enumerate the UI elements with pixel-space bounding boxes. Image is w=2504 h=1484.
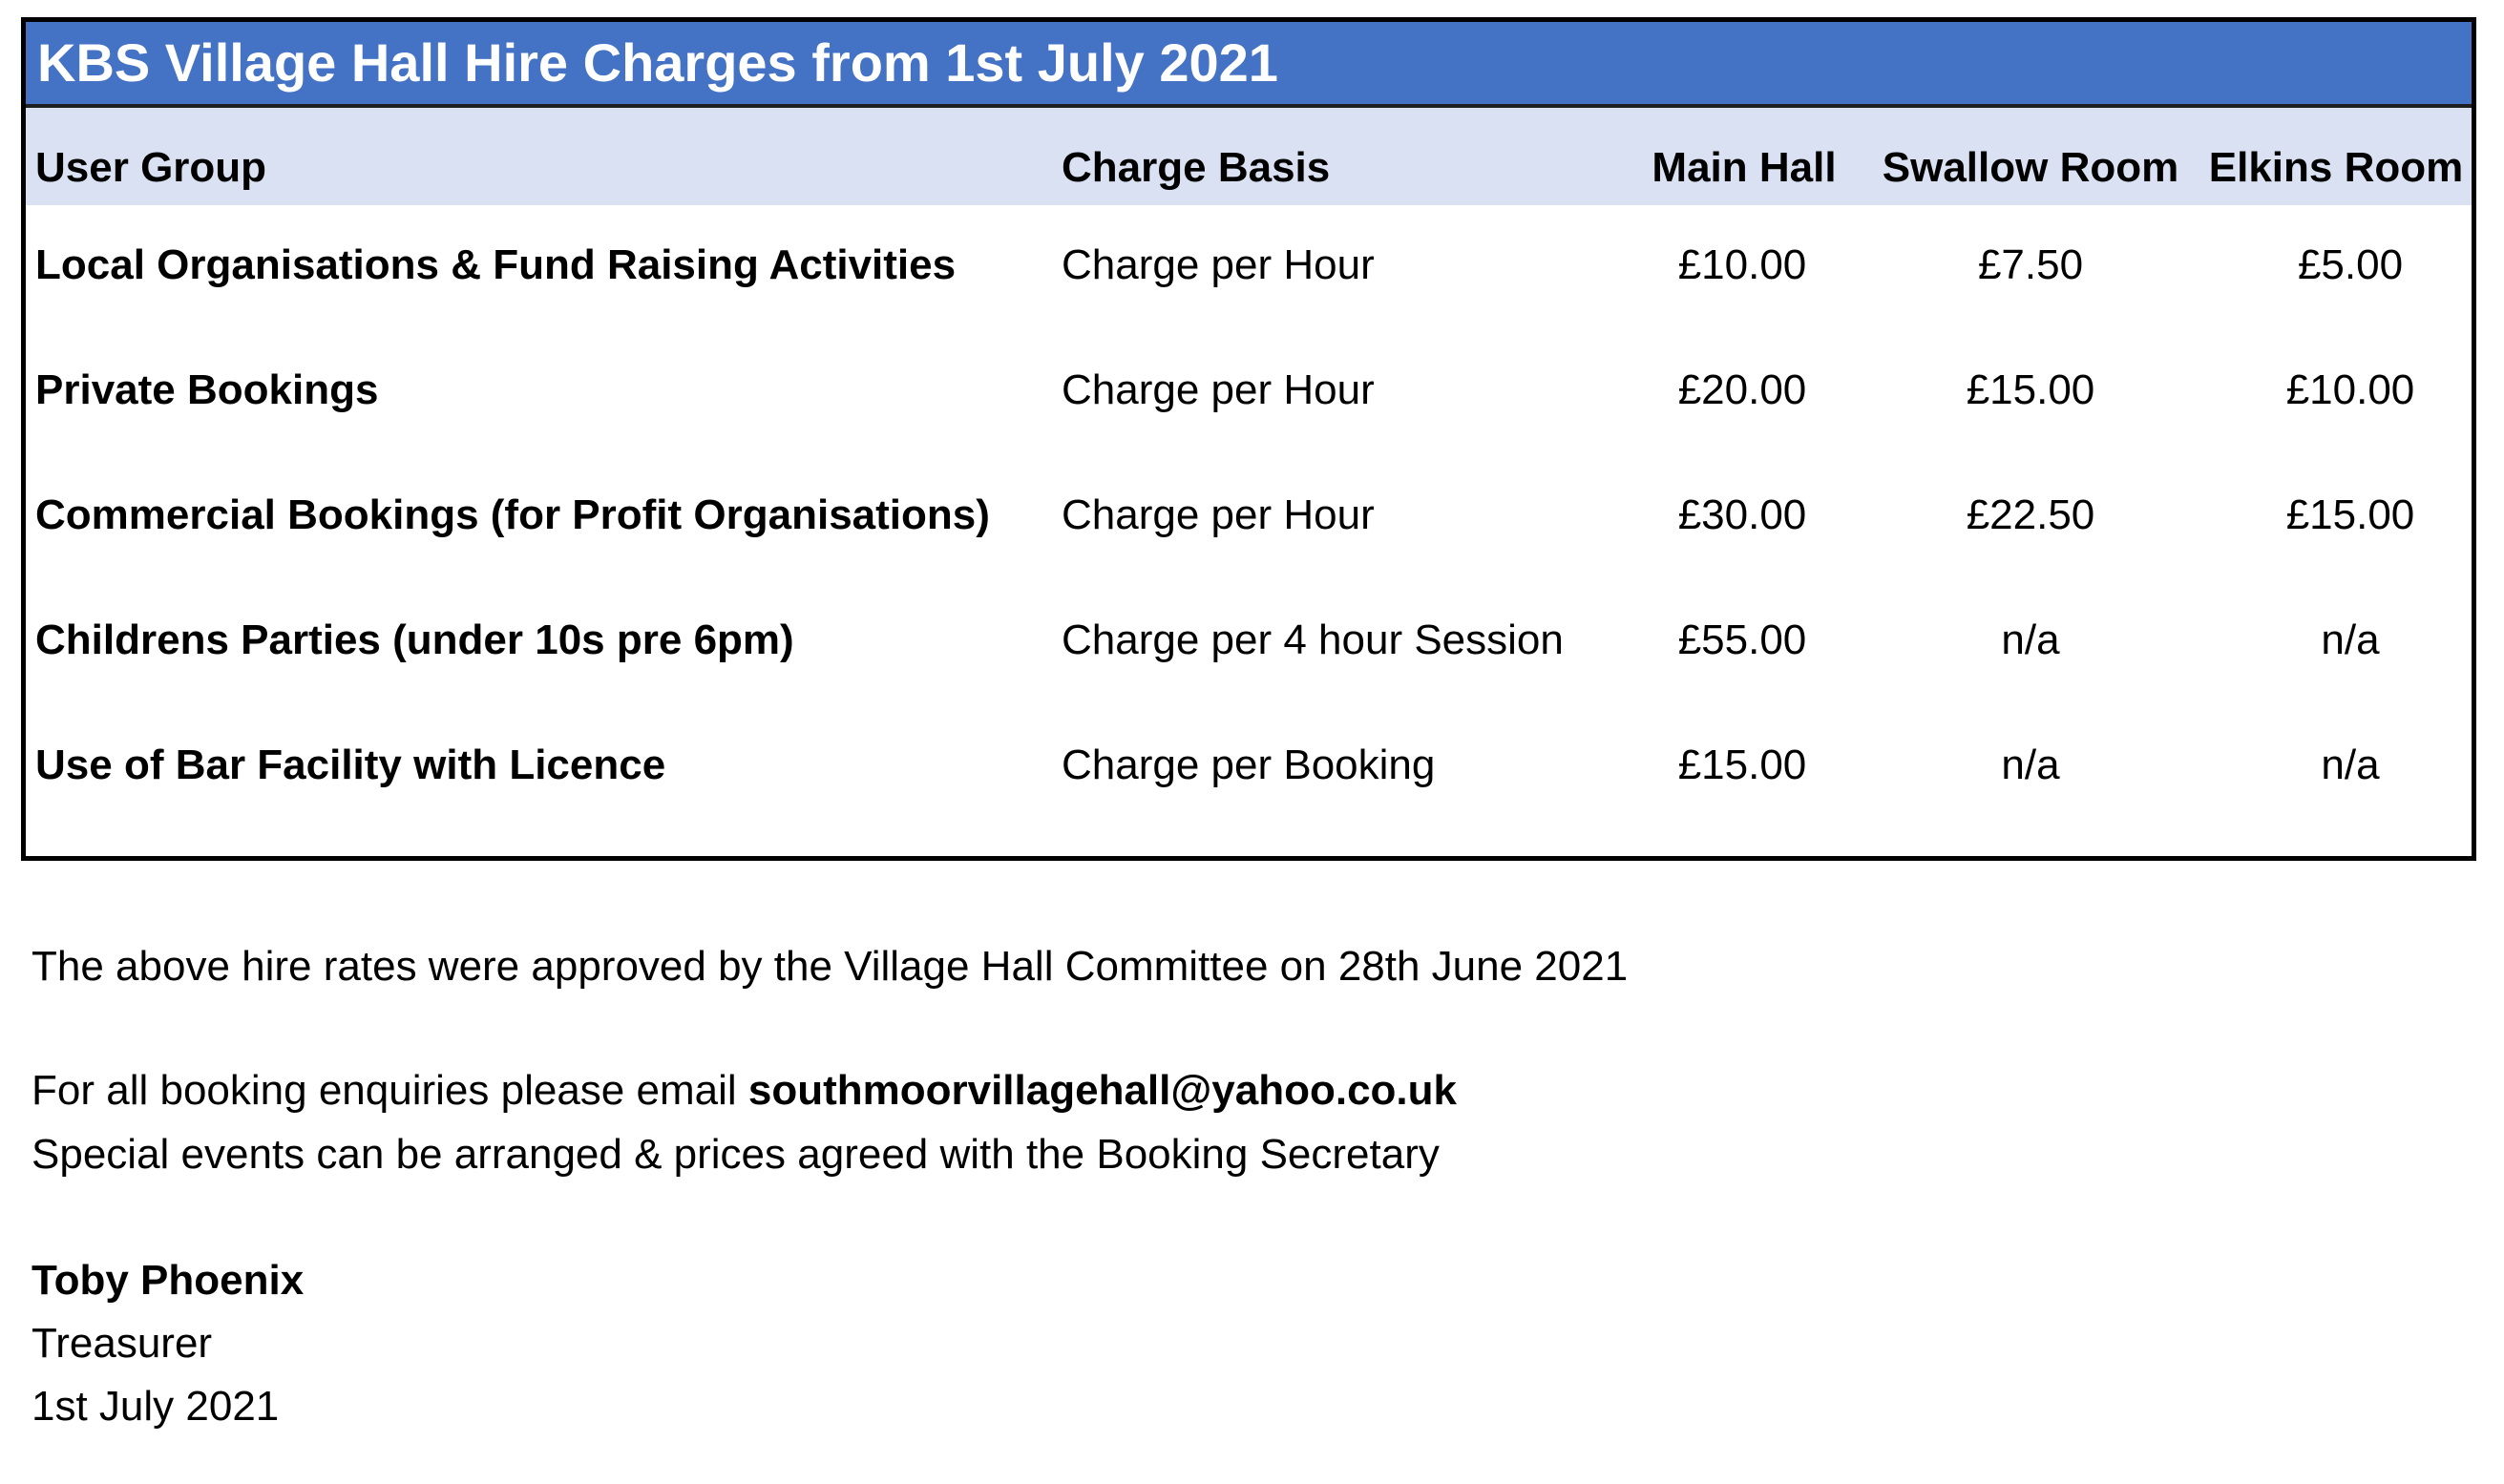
- cell-charge-basis: Charge per Hour: [1062, 241, 1375, 288]
- cell-user-group: Local Organisations & Fund Raising Activities: [35, 241, 957, 288]
- cell-main-hall: £10.00: [1677, 241, 1807, 288]
- table-row: [26, 455, 2472, 579]
- special-events-note: Special events can be arranged & prices agreed with the Booking Secretary: [32, 1131, 1440, 1178]
- table-row: [26, 205, 2472, 329]
- enquiry-prefix: For all booking enquiries please email: [32, 1067, 748, 1114]
- table-row: [26, 705, 2472, 829]
- cell-user-group: Private Bookings: [35, 366, 379, 413]
- signatory-role: Treasurer: [32, 1320, 213, 1367]
- table-title: KBS Village Hall Hire Charges from 1st July 2021: [37, 32, 1278, 93]
- table-row: [26, 330, 2472, 454]
- cell-main-hall: £30.00: [1677, 491, 1807, 538]
- header-charge-basis: Charge Basis: [1062, 144, 1331, 191]
- cell-charge-basis: Charge per Booking: [1062, 742, 1436, 788]
- cell-charge-basis: Charge per 4 hour Session: [1062, 617, 1564, 663]
- enquiry-line: [32, 1067, 1457, 1115]
- cell-elkins-room: n/a: [2321, 742, 2380, 788]
- contact-email: southmoorvillagehall@yahoo.co.uk: [747, 1067, 1457, 1114]
- signatory-name: Toby Phoenix: [32, 1257, 305, 1304]
- cell-swallow-room: £15.00: [1966, 366, 2095, 413]
- header-swallow-room: Swallow Room: [1882, 144, 2179, 191]
- hire-charges-table: [21, 17, 2476, 861]
- header-elkins-room: Elkins Room: [2208, 144, 2464, 191]
- cell-elkins-room: n/a: [2321, 617, 2380, 663]
- cell-main-hall: £15.00: [1677, 742, 1807, 788]
- cell-elkins-room: £10.00: [2285, 366, 2415, 413]
- cell-user-group: Use of Bar Facility with Licence: [35, 742, 666, 788]
- cell-elkins-room: £15.00: [2285, 491, 2415, 538]
- header-user-group: User Group: [35, 144, 267, 191]
- cell-swallow-room: n/a: [2001, 617, 2060, 663]
- cell-swallow-room: £7.50: [1977, 241, 2084, 288]
- cell-charge-basis: Charge per Hour: [1062, 491, 1375, 538]
- cell-swallow-room: £22.50: [1966, 491, 2095, 538]
- header-row: [26, 108, 2472, 205]
- table-row: [26, 580, 2472, 704]
- title-bar: [26, 22, 2472, 108]
- cell-swallow-room: n/a: [2001, 742, 2060, 788]
- cell-elkins-room: £5.00: [2297, 241, 2404, 288]
- cell-main-hall: £55.00: [1677, 617, 1807, 663]
- signature-date: 1st July 2021: [32, 1383, 280, 1430]
- cell-user-group: Childrens Parties (under 10s pre 6pm): [35, 617, 794, 663]
- approval-note: The above hire rates were approved by the Village Hall Committee on 28th June 2021: [32, 943, 1629, 990]
- header-main-hall: Main Hall: [1652, 144, 1837, 191]
- cell-charge-basis: Charge per Hour: [1062, 366, 1375, 413]
- cell-user-group: Commercial Bookings (for Profit Organisations): [35, 491, 990, 538]
- cell-main-hall: £20.00: [1677, 366, 1807, 413]
